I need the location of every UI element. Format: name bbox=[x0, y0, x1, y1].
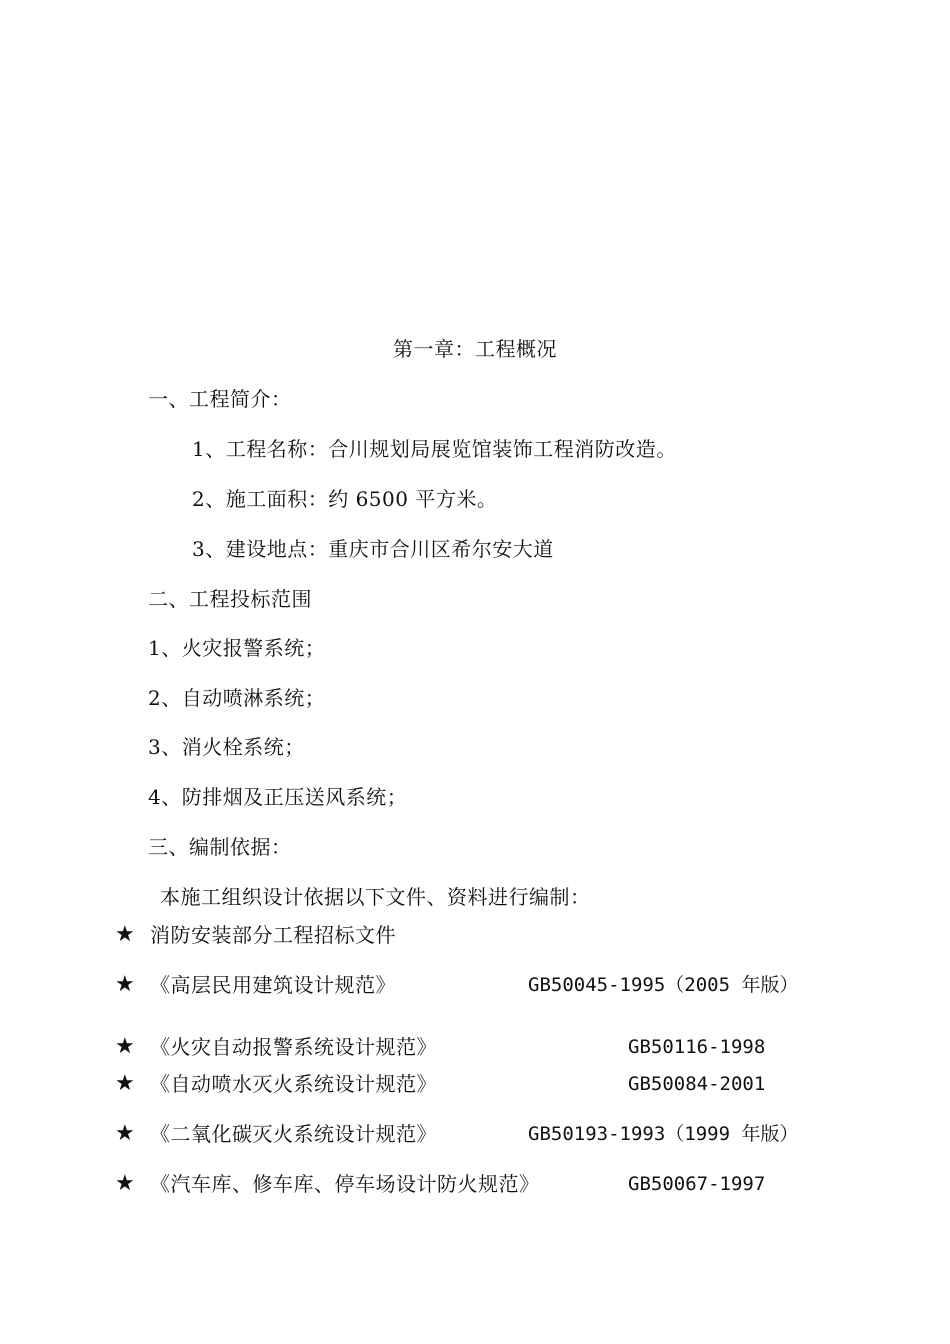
basis-item-name: 《火灾自动报警系统设计规范》 bbox=[150, 1035, 437, 1059]
scope-item-smoke-exhaust: 4、防排烟及正压送风系统； bbox=[148, 785, 408, 809]
star-bullet-icon: ★ bbox=[115, 1171, 135, 1196]
section-2-heading: 二、工程投标范围 bbox=[148, 587, 312, 611]
basis-item-code: GB50193-1993（1999 年版） bbox=[528, 1123, 799, 1145]
basis-item-name: 《二氧化碳灭火系统设计规范》 bbox=[150, 1122, 437, 1146]
construction-area-item: 2、施工面积：约 6500 平方米。 bbox=[192, 487, 498, 511]
basis-item-name: 《汽车库、修车库、停车场设计防火规范》 bbox=[150, 1172, 540, 1196]
scope-item-fire-alarm: 1、火灾报警系统； bbox=[148, 636, 326, 660]
basis-item-name: 《高层民用建筑设计规范》 bbox=[150, 973, 396, 997]
project-name-item: 1、工程名称：合川规划局展览馆装饰工程消防改造。 bbox=[192, 437, 677, 461]
basis-item-code: GB50045-1995（2005 年版） bbox=[528, 974, 799, 996]
section-3-heading: 三、编制依据： bbox=[148, 835, 292, 859]
scope-item-sprinkler: 2、自动喷淋系统； bbox=[148, 686, 326, 710]
chapter-title: 第一章：工程概况 bbox=[393, 337, 557, 361]
scope-item-hydrant: 3、消火栓系统； bbox=[148, 735, 305, 759]
star-bullet-icon: ★ bbox=[115, 1034, 135, 1059]
star-bullet-icon: ★ bbox=[115, 972, 135, 997]
basis-item-code: GB50116-1998 bbox=[628, 1036, 766, 1058]
site-location-item: 3、建设地点：重庆市合川区希尔安大道 bbox=[192, 537, 554, 561]
section-1-heading: 一、工程简介： bbox=[148, 387, 292, 411]
basis-item-code: GB50067-1997 bbox=[628, 1173, 766, 1195]
basis-item-name: 《自动喷水灭火系统设计规范》 bbox=[150, 1072, 437, 1096]
basis-item-code: GB50084-2001 bbox=[628, 1073, 766, 1095]
star-bullet-icon: ★ bbox=[115, 1071, 135, 1096]
star-bullet-icon: ★ bbox=[115, 922, 135, 947]
basis-item-name: 消防安装部分工程招标文件 bbox=[150, 923, 396, 947]
star-bullet-icon: ★ bbox=[115, 1121, 135, 1146]
basis-intro: 本施工组织设计依据以下文件、资料进行编制： bbox=[160, 885, 591, 909]
